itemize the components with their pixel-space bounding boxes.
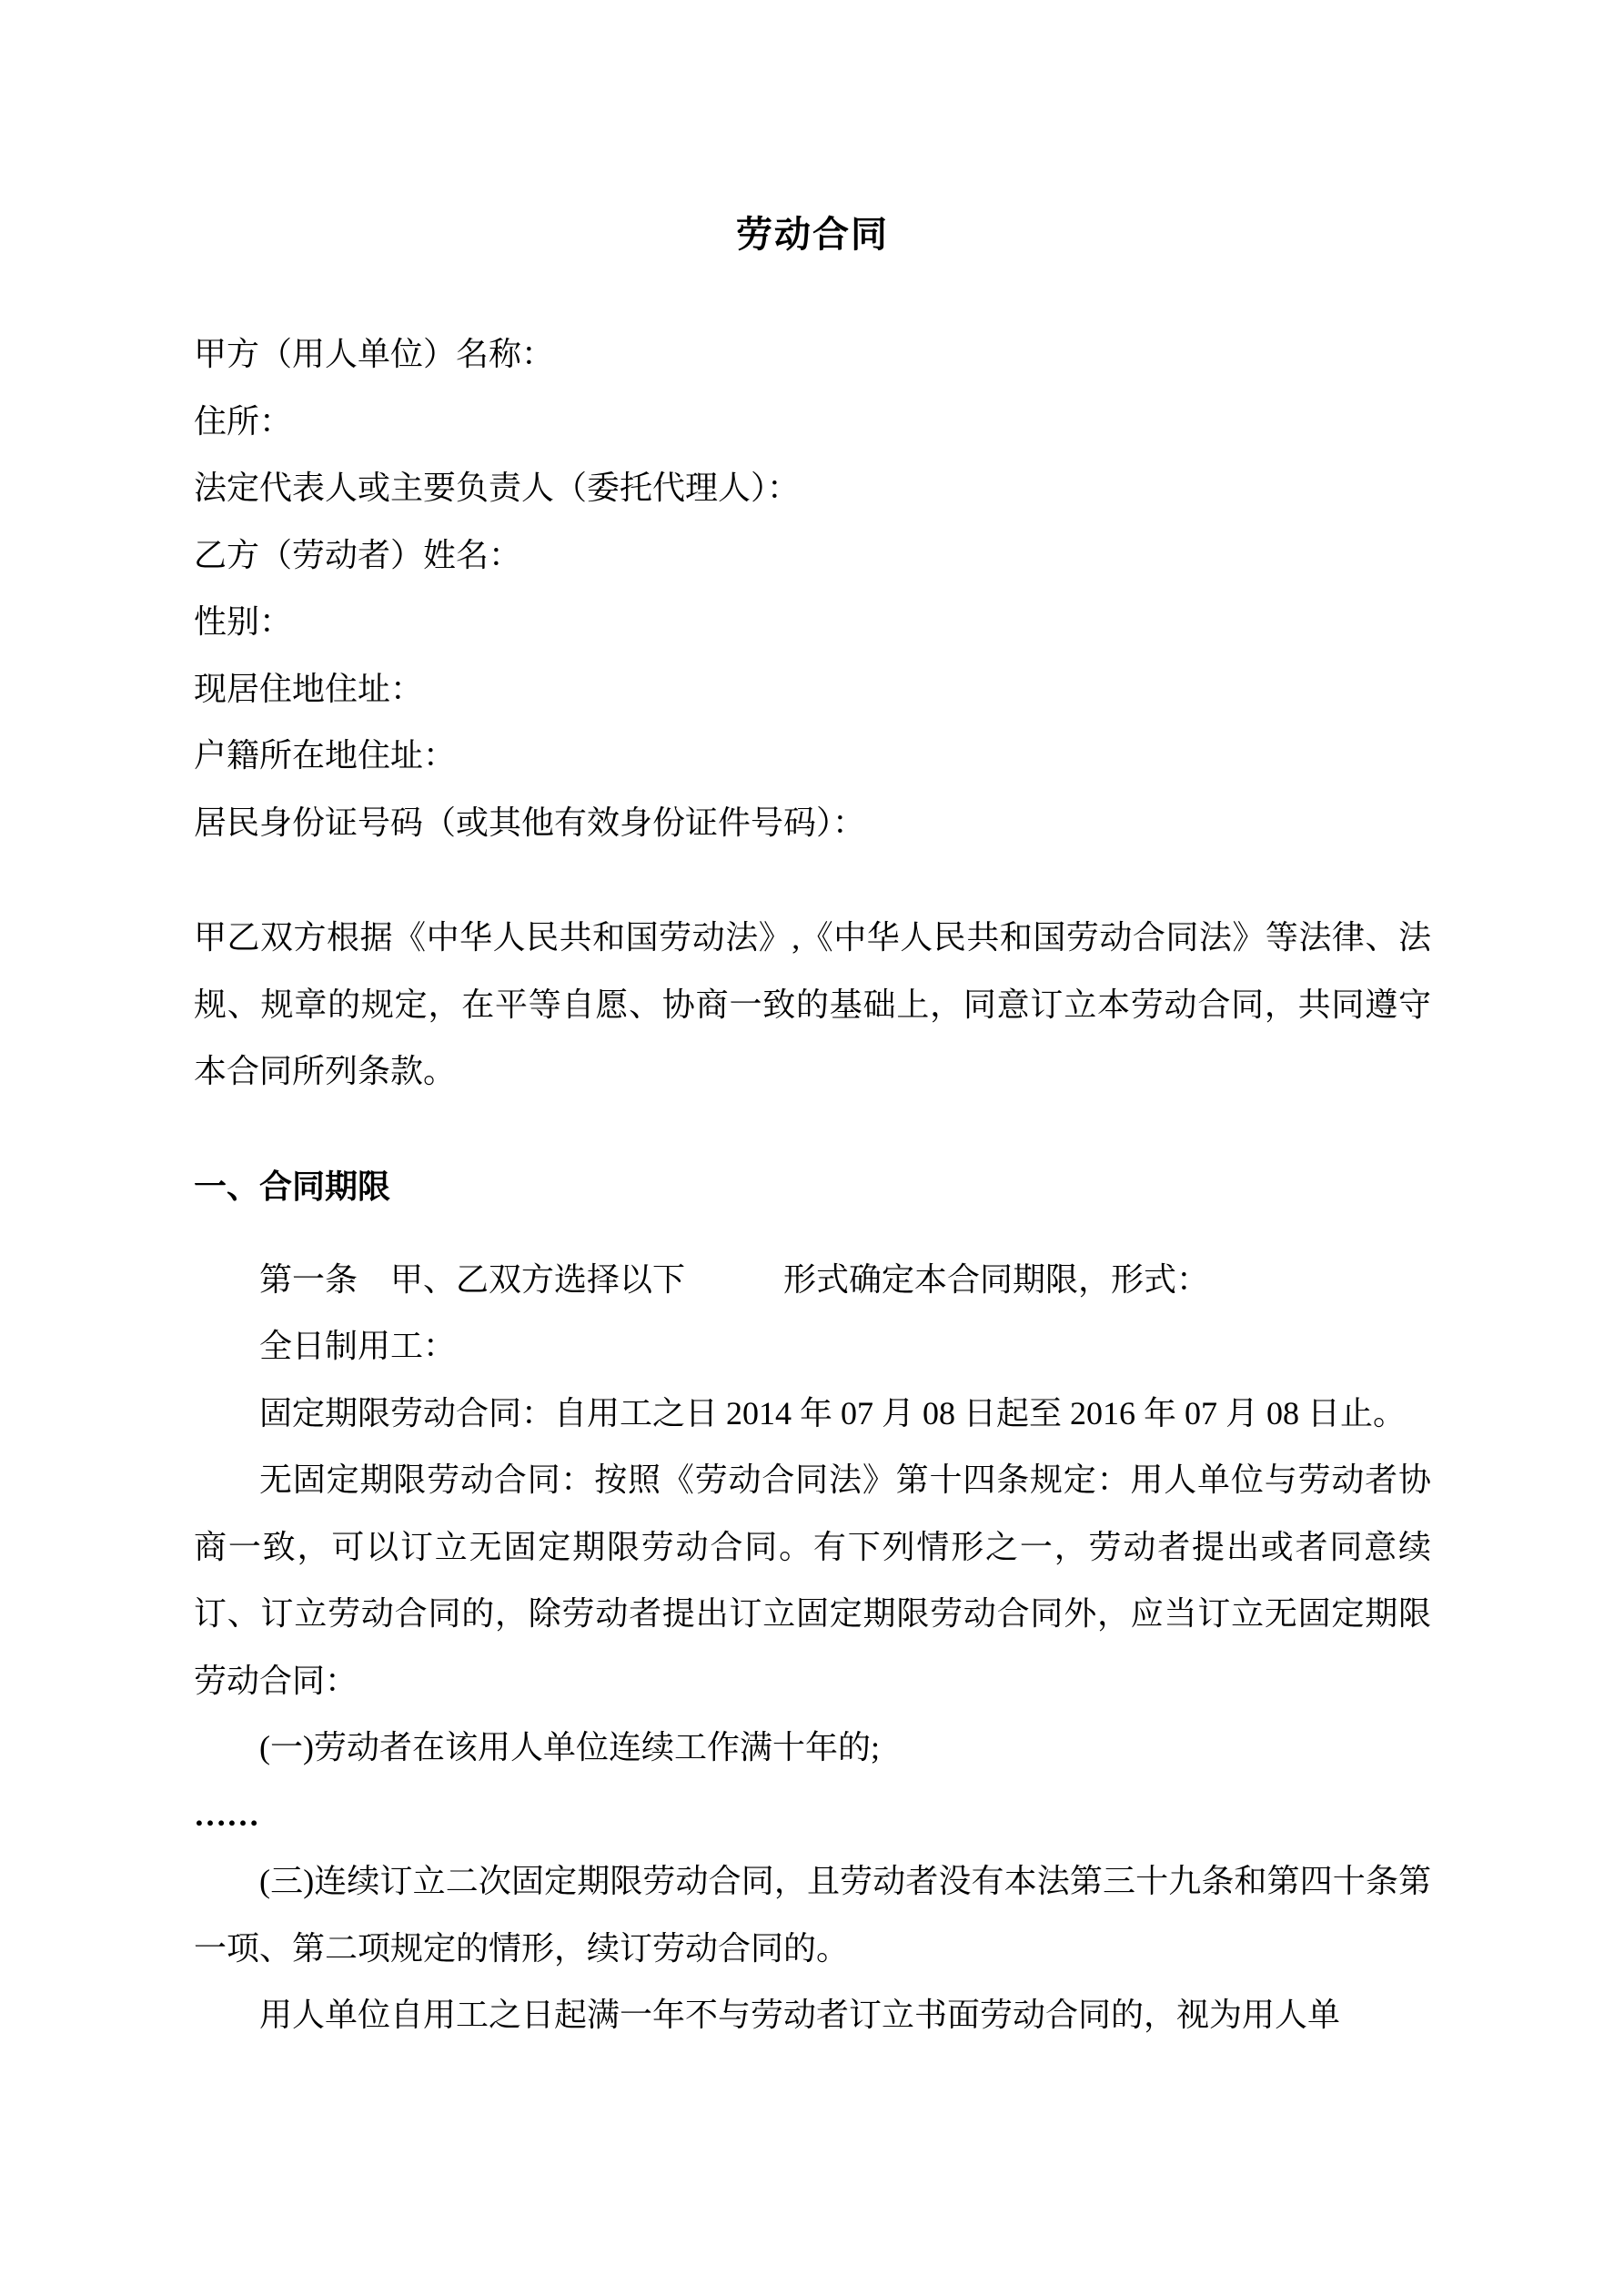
clause-term-selection: 第一条 甲、乙双方选择以下 形式确定本合同期限，形式：	[259, 1260, 1210, 1298]
document-title: 劳动合同	[736, 215, 889, 255]
clause-deemed-open-ended: 用人单位自用工之日起满一年不与劳动者订立书面劳动合同的，视为用人单	[259, 1997, 1341, 2034]
clause-fulltime-employment: 全日制用工：	[259, 1328, 457, 1365]
ellipsis-omission: ……	[194, 1795, 259, 1833]
clause-item-three: (三)连续订立二次固定期限劳动合同，且劳动者没有本法第三十九条和第四十条第一项、第二项规定的情形，续订劳动合同的。	[194, 1863, 1431, 1967]
field-registered-address: 户籍所在地住址：	[194, 737, 457, 774]
preamble-paragraph: 甲乙双方根据《中华人民共和国劳动法》,《中华人民共和国劳动合同法》等法律、法规、规章的规定，在平等自愿、协商一致的基础上，同意订立本劳动合同，共同遵守本合同所列条款。	[194, 919, 1431, 1089]
field-current-address: 现居住地住址：	[194, 670, 424, 707]
clause-open-ended-term: 无固定期限劳动合同：按照《劳动合同法》第十四条规定：用人单位与劳动者协商一致，可以订立无固定期限劳动合同。有下列情形之一，劳动者提出或者同意续订、订立劳动合同的，除劳动者提出订立固定期限劳动合同外，应当订立无固定期限劳动合同：	[194, 1462, 1431, 1699]
field-employer-address: 住所：	[194, 402, 293, 440]
field-employee-name: 乙方（劳动者）姓名：	[194, 536, 522, 573]
field-employee-gender: 性别：	[194, 603, 293, 640]
field-id-number: 居民身份证号码（或其他有效身份证件号码）：	[194, 804, 866, 841]
clause-item-one: (一)劳动者在该用人单位连续工作满十年的;	[259, 1729, 880, 1766]
field-employer-name: 甲方（用人单位）名称：	[194, 336, 555, 372]
section-heading-contract-term: 一、合同期限	[194, 1167, 391, 1205]
field-legal-representative: 法定代表人或主要负责人（委托代理人）：	[194, 470, 801, 506]
clause-fixed-term-dates: 固定期限劳动合同：自用工之日 2014 年 07 月 08 日起至 2016 年 07 月 08 日止。	[259, 1394, 1407, 1431]
